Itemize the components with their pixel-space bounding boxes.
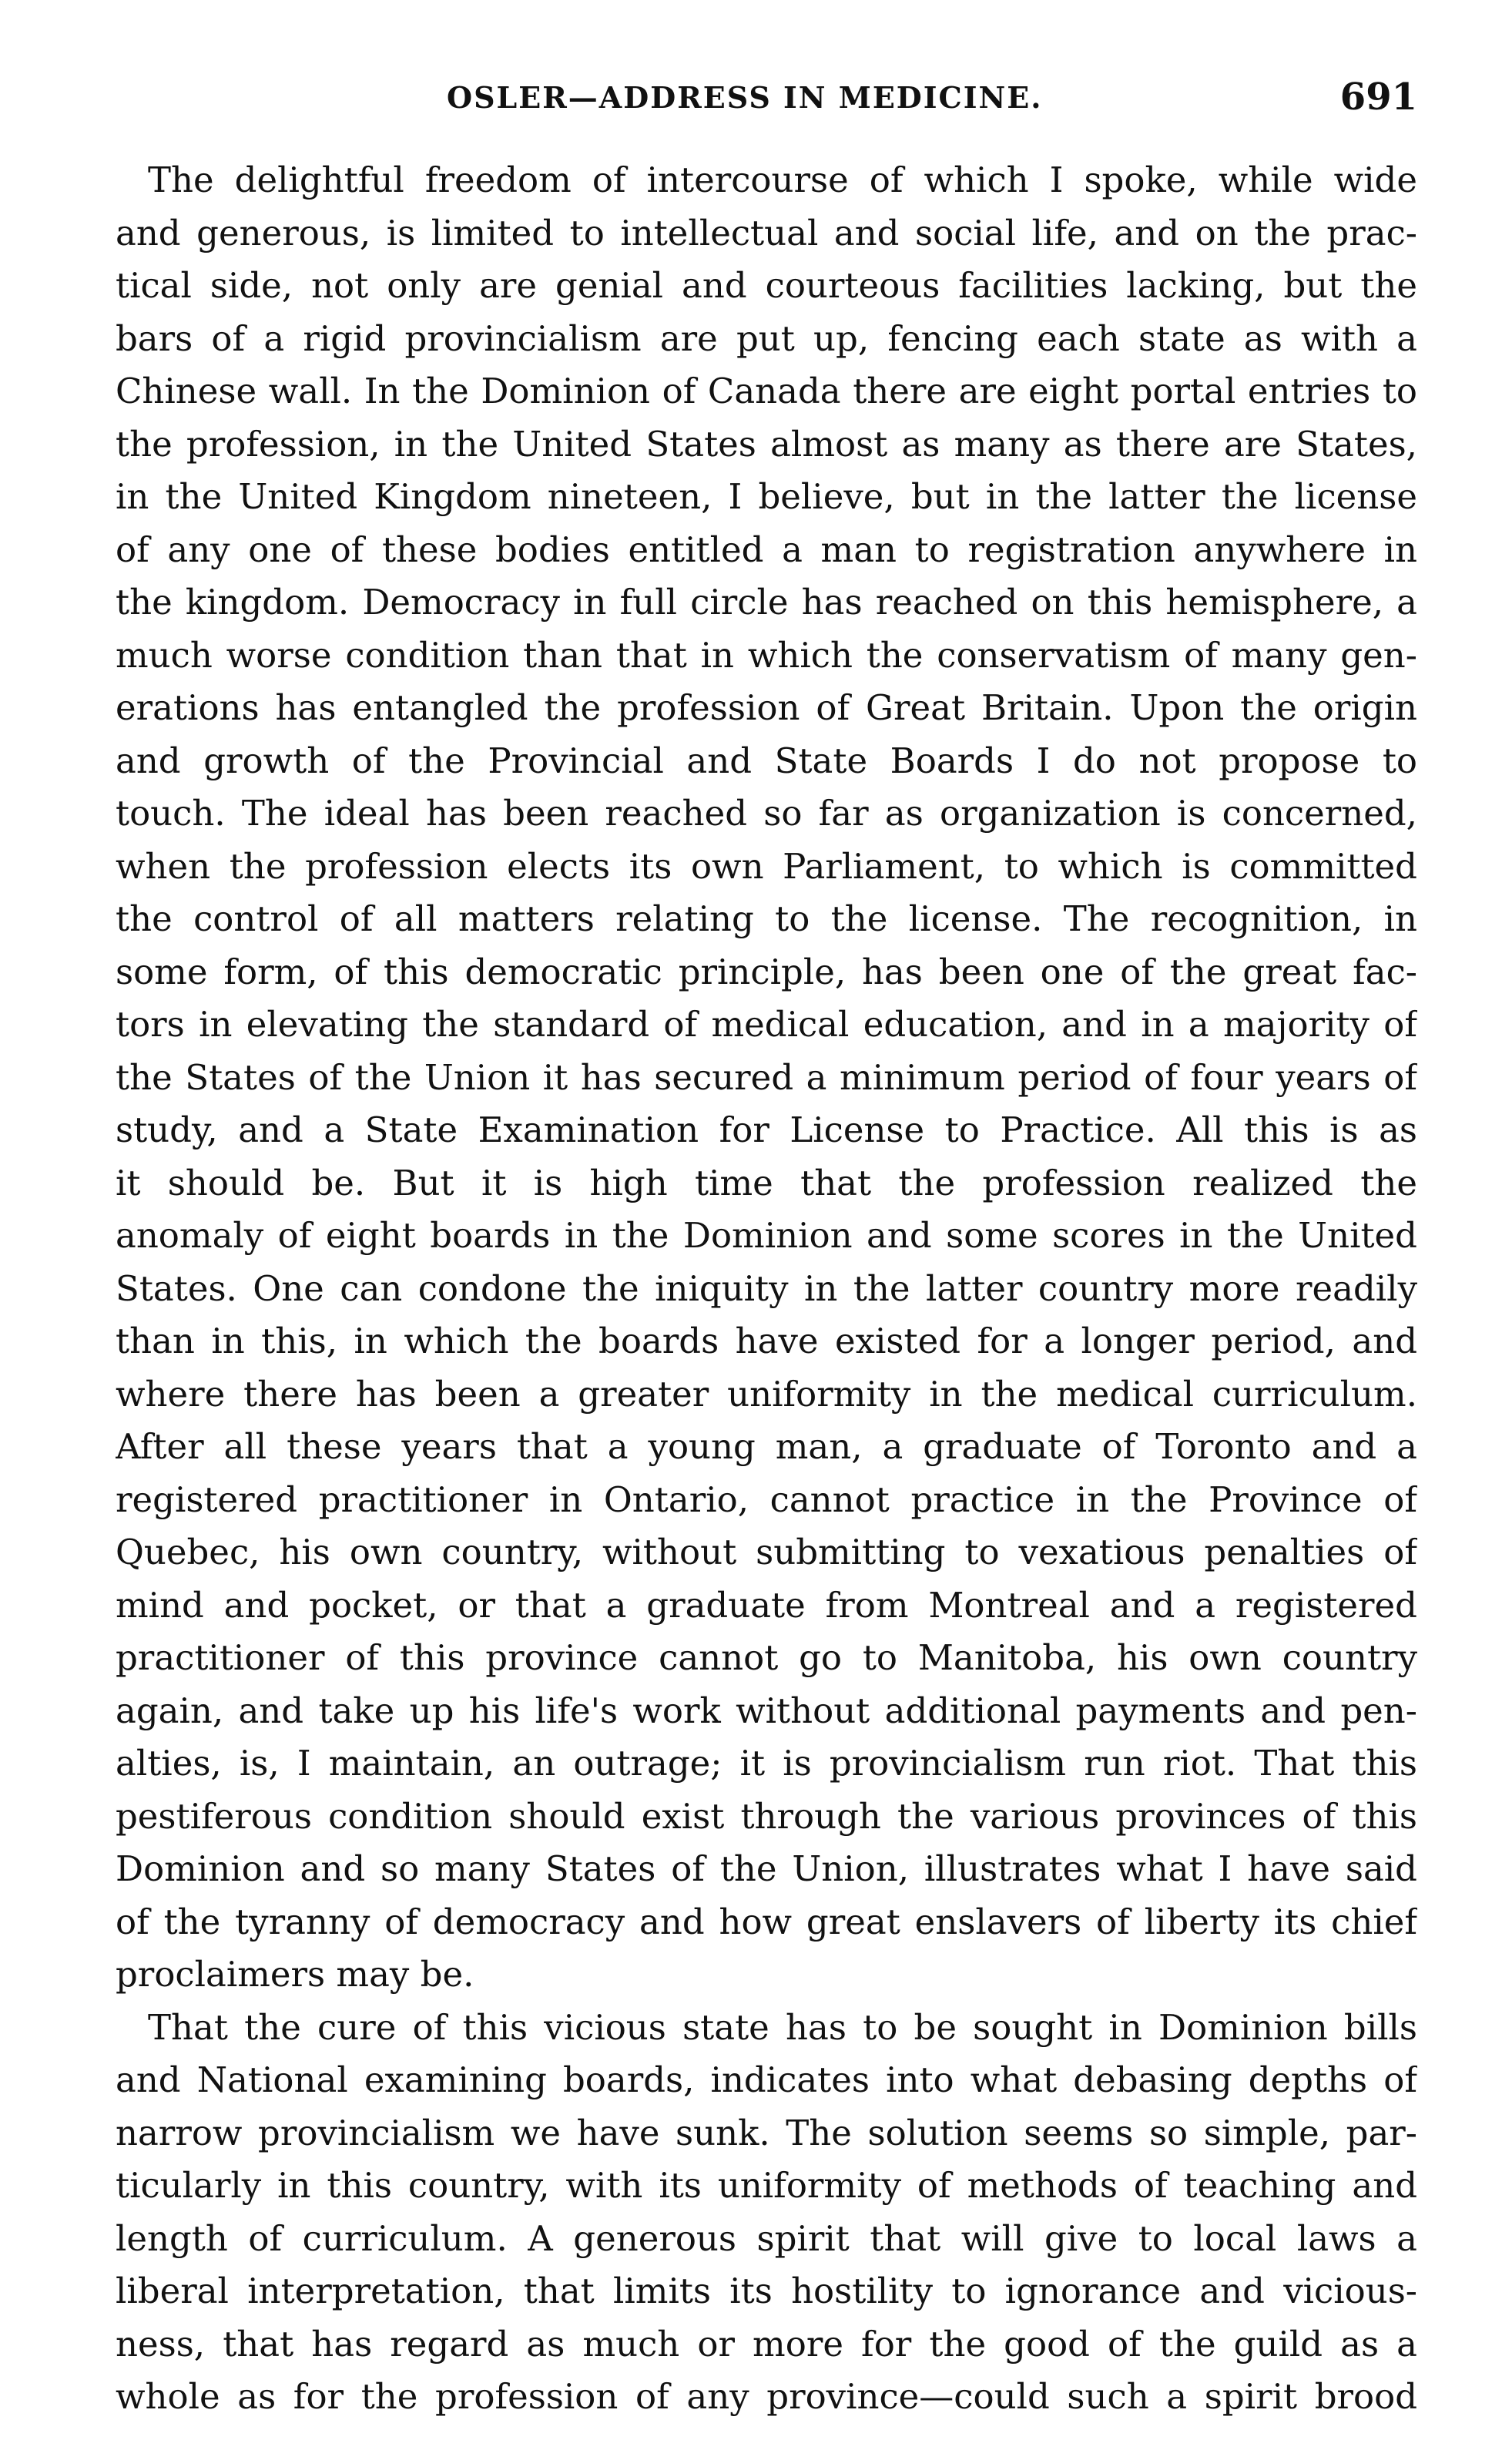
text-line: the States of the Union it has secured a minimum period of four years of	[116, 1056, 1417, 1098]
text-line: and generous, is limited to intellectual and social life, and on the prac-	[116, 212, 1417, 253]
text-line: again, and take up his life's work without additional payments and pen-	[116, 1690, 1417, 1731]
text-line: alties, is, I maintain, an outrage; it is provincialism run riot. That this	[116, 1743, 1417, 1784]
text-line: proclaimers may be.	[116, 1954, 474, 1995]
text-line: touch. The ideal has been reached so far as organization is concerned,	[116, 793, 1417, 834]
text-line: mind and pocket, or that a graduate from Montreal and a registered	[116, 1584, 1417, 1626]
text-line: erations has entangled the profession of Great Britain. Upon the origin	[116, 687, 1417, 728]
text-line: length of curriculum. A generous spirit that will give to local laws a	[116, 2217, 1417, 2259]
text-line: The delightful freedom of intercourse of which I spoke, while wide	[148, 159, 1417, 200]
text-line: ness, that has regard as much or more for the good of the guild as a	[116, 2323, 1417, 2364]
text-line: narrow provincialism we have sunk. The solution seems so simple, par-	[116, 2112, 1417, 2153]
body-text	[116, 154, 1417, 2424]
text-line: Chinese wall. In the Dominion of Canada there are eight portal entries to	[116, 371, 1417, 411]
text-line: tical side, not only are genial and courteous facilities lacking, but the	[116, 265, 1417, 306]
text-line: and growth of the Provincial and State Boards I do not propose to	[116, 740, 1417, 781]
text-line: That the cure of this vicious state has to be sought in Dominion bills	[148, 2006, 1417, 2048]
text-line: liberal interpretation, that limits its hostility to ignorance and vicious-	[116, 2271, 1417, 2311]
text-line: much worse condition than that in which the conservatism of many gen-	[116, 634, 1417, 676]
text-line: bars of a rigid provincialism are put up, fencing each state as with a	[116, 317, 1417, 359]
text-line: where there has been a greater uniformity in the medical curriculum.	[116, 1373, 1417, 1415]
text-line: than in this, in which the boards have existed for a longer period, and	[116, 1321, 1417, 1361]
text-line: in the United Kingdom nineteen, I believe, but in the latter the license	[116, 476, 1417, 517]
text-line: study, and a State Examination for License to Practice. All this is as	[116, 1109, 1417, 1150]
text-line: of any one of these bodies entitled a man to registration anywhere in	[116, 529, 1417, 570]
text-line: it should be. But it is high time that the profession realized the	[116, 1162, 1417, 1203]
running-title: OSLER—ADDRESS IN MEDICINE.	[447, 80, 1043, 115]
text-line: Quebec, his own country, without submitting to vexatious penalties of	[116, 1532, 1417, 1572]
text-line: practitioner of this province cannot go to Manitoba, his own country	[116, 1637, 1417, 1678]
text-line: the control of all matters relating to the license. The recognition, in	[116, 898, 1417, 939]
text-line: some form, of this democratic principle, has been one of the great fac-	[116, 951, 1417, 992]
text-line: Dominion and so many States of the Union, illustrates what I have said	[116, 1848, 1417, 1889]
text-line: of the tyranny of democracy and how great enslavers of liberty its chief	[116, 1901, 1417, 1942]
running-head	[116, 76, 1417, 126]
text-line: States. One can condone the iniquity in the latter country more readily	[116, 1267, 1417, 1309]
text-line: anomaly of eight boards in the Dominion and some scores in the United	[116, 1215, 1417, 1256]
text-line: pestiferous condition should exist through the various provinces of this	[116, 1795, 1417, 1837]
text-line: whole as for the profession of any province—could such a spirit brood	[116, 2376, 1417, 2417]
text-line: the profession, in the United States almost as many as there are States,	[116, 423, 1417, 465]
text-line: registered practitioner in Ontario, cannot practice in the Province of	[116, 1478, 1417, 1520]
text-line: the kingdom. Democracy in full circle has reached on this hemisphere, a	[116, 582, 1417, 623]
text-line: ticularly in this country, with its uniformity of methods of teaching and	[116, 2165, 1417, 2206]
page-number: 691	[1339, 76, 1417, 119]
text-line: when the profession elects its own Parliament, to which is committed	[116, 845, 1417, 887]
text-line: tors in elevating the standard of medical education, and in a majority of	[116, 1004, 1417, 1045]
text-line: After all these years that a young man, a graduate of Toronto and a	[116, 1426, 1417, 1467]
text-line: and National examining boards, indicates into what debasing depths of	[116, 2059, 1417, 2100]
